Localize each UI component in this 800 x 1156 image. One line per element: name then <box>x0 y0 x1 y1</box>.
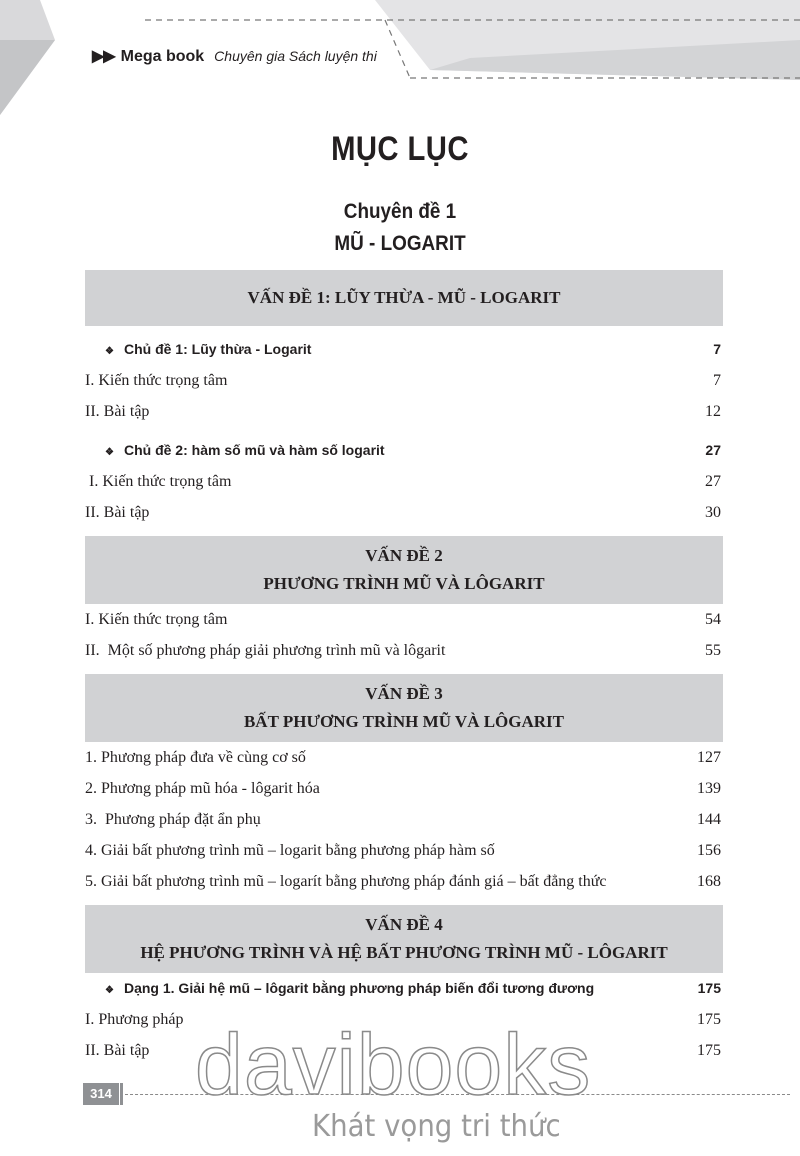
diamond-bullet-icon: ❖ <box>105 447 114 458</box>
toc-entry[interactable] <box>85 635 723 666</box>
toc-page-number: 168 <box>697 873 721 890</box>
section-heading-line1: VẤN ĐỀ 3 <box>365 684 443 703</box>
toc-subtopic-label: Chủ đề 1: Lũy thừa - Logarit <box>123 341 312 357</box>
toc-entry-label: 5. Giải bất phương trình mũ – logarít bằng phương pháp đánh giá – bất đẳng thức <box>85 873 607 890</box>
diamond-bullet-icon: ❖ <box>105 985 114 996</box>
toc-entry[interactable] <box>85 604 723 635</box>
section-heading <box>85 674 723 742</box>
section-heading-line2: HỆ PHƯƠNG TRÌNH VÀ HỆ BẤT PHƯƠNG TRÌNH MŨ - LÔGARIT <box>140 943 668 962</box>
toc-page-number: 156 <box>697 842 721 859</box>
watermark-logo: davibooks <box>195 1017 592 1113</box>
page-title: MỤC LỤC <box>331 130 469 168</box>
toc-page-number: 7 <box>713 372 721 389</box>
brand-tagline: Chuyên gia Sách luyện thi <box>214 48 377 64</box>
toc-subtopic[interactable] <box>85 334 723 365</box>
diamond-bullet-icon: ❖ <box>105 346 114 357</box>
toc-entry[interactable] <box>85 365 723 396</box>
section-heading-line2: BẤT PHƯƠNG TRÌNH MŨ VÀ LÔGARIT <box>243 712 565 731</box>
toc-entry-label: II. Một số phương pháp giải phương trình mũ và lôgarit <box>85 642 446 659</box>
topic-label: Chuyên đề 1 <box>343 200 457 223</box>
toc-subtopic-label: Dạng 1. Giải hệ mũ – lôgarit bằng phương pháp biến đổi tương đương <box>123 980 595 996</box>
page-number-bar <box>120 1083 123 1105</box>
section-heading-line1: VẤN ĐỀ 4 <box>365 915 443 934</box>
toc-entry-label: II. Bài tập <box>85 504 150 521</box>
toc-entry[interactable] <box>85 497 723 528</box>
toc-page-number: 175 <box>697 980 721 996</box>
toc-page-number: 27 <box>705 442 721 458</box>
brand-header <box>92 46 377 66</box>
watermark-slogan: Khát vọng tri thức <box>312 1109 561 1144</box>
toc-entry-label: 4. Giải bất phương trình mũ – logarit bằng phương pháp hàm số <box>85 842 495 859</box>
toc-entry-label: II. Bài tập <box>85 1042 150 1059</box>
toc-entry[interactable] <box>85 804 723 835</box>
toc-entry-label: I. Kiến thức trọng tâm <box>85 611 228 628</box>
toc-page-number: 175 <box>697 1042 721 1059</box>
toc-page-number: 54 <box>705 611 721 628</box>
toc-entry[interactable] <box>85 466 723 497</box>
table-of-contents <box>85 270 723 1066</box>
toc-entry[interactable] <box>85 773 723 804</box>
toc-entry[interactable] <box>85 742 723 773</box>
toc-page-number: 144 <box>697 811 721 828</box>
toc-page-number: 30 <box>705 504 721 521</box>
toc-page-number: 139 <box>697 780 721 797</box>
megabook-logo-icon: ▶▶ <box>92 48 115 65</box>
section-heading <box>85 905 723 973</box>
toc-entry[interactable] <box>85 835 723 866</box>
toc-page-number: 12 <box>705 403 721 420</box>
toc-entry-label: 3. Phương pháp đặt ẩn phụ <box>85 811 261 828</box>
toc-page-number: 127 <box>697 749 721 766</box>
toc-subtopic[interactable] <box>85 973 723 1004</box>
toc-entry-label: II. Bài tập <box>85 403 150 420</box>
toc-entry[interactable] <box>85 396 723 427</box>
toc-entry-label: I. Phương pháp <box>85 1011 184 1028</box>
toc-subtopic[interactable] <box>85 435 723 466</box>
brand-name: Mega book <box>120 48 205 65</box>
page-number-badge: 314 <box>83 1083 119 1105</box>
toc-entry[interactable] <box>85 866 723 897</box>
toc-subtopic-label: Chủ đề 2: hàm số mũ và hàm số logarit <box>123 442 385 458</box>
toc-page-number: 27 <box>705 473 721 490</box>
topic-title: MŨ - LOGARIT <box>334 232 466 255</box>
toc-page-number: 55 <box>705 642 721 659</box>
toc-entry-label: 2. Phương pháp mũ hóa - lôgarit hóa <box>85 780 320 797</box>
toc-entry-label: 1. Phương pháp đưa về cùng cơ số <box>85 749 306 766</box>
toc-page-number: 175 <box>697 1011 721 1028</box>
toc-page-number: 7 <box>713 341 721 357</box>
section-heading <box>85 536 723 604</box>
toc-entry-label: I. Kiến thức trọng tâm <box>89 473 232 490</box>
section-heading: VẤN ĐỀ 1: LŨY THỪA - MŨ - LOGARIT <box>85 270 723 326</box>
section-heading-line2: PHƯƠNG TRÌNH MŨ VÀ LÔGARIT <box>263 574 545 593</box>
toc-entry-label: I. Kiến thức trọng tâm <box>85 372 228 389</box>
section-heading-line1: VẤN ĐỀ 2 <box>365 546 443 565</box>
